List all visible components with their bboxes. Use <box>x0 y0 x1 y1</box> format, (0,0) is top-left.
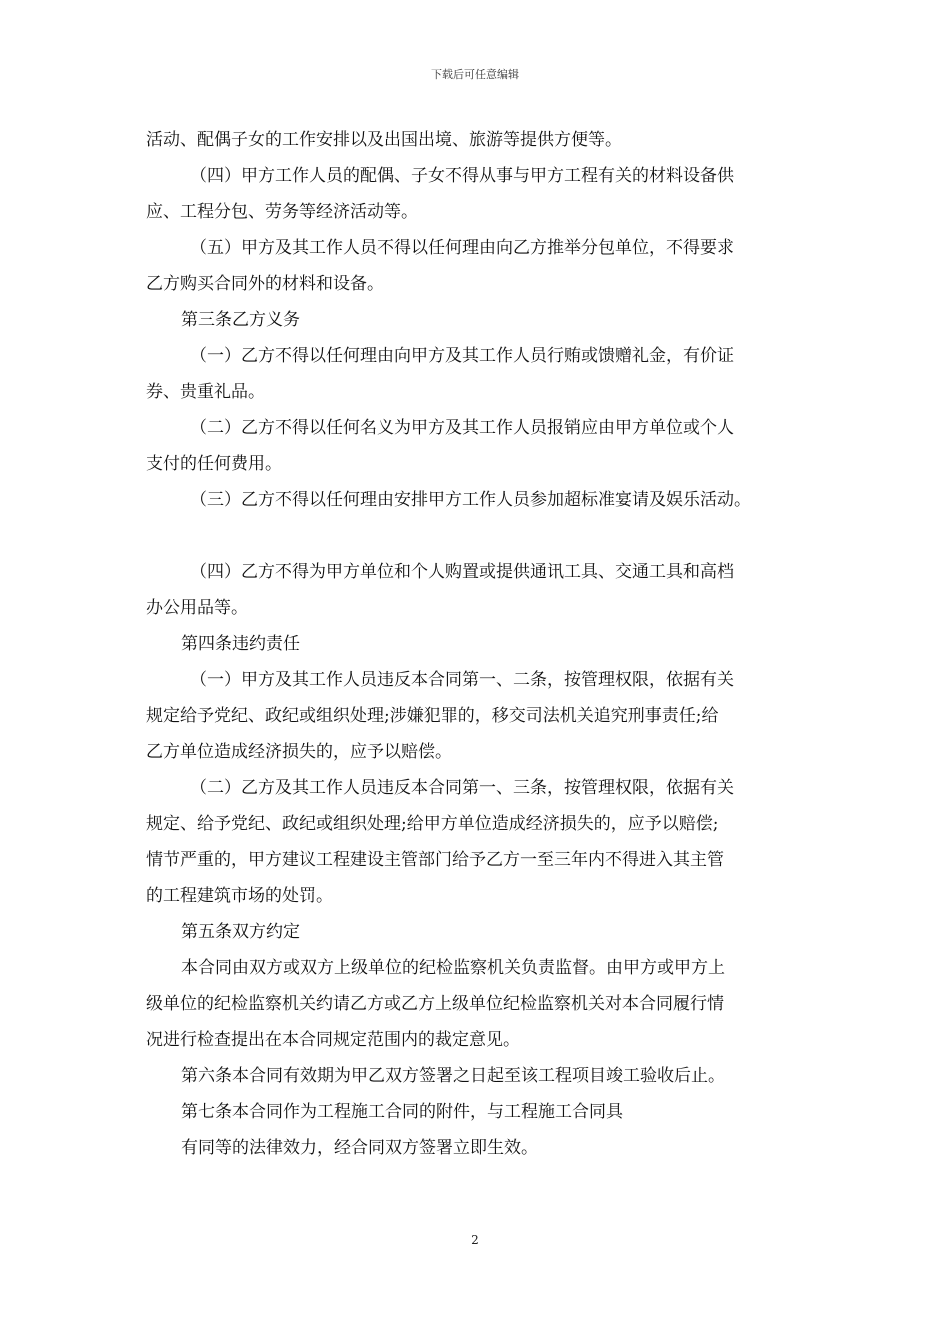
text-line: 规定、给予党纪、政纪或组织处理;给甲方单位造成经济损失的，应予以赔偿; <box>146 814 719 834</box>
text-line: （一）甲方及其工作人员违反本合同第一、二条，按管理权限，依据有关 <box>190 670 734 690</box>
text-line: （三）乙方不得以任何理由安排甲方工作人员参加超标准宴请及娱乐活动。 <box>190 490 751 510</box>
text-line: 券、贵重礼品。 <box>146 382 265 402</box>
text-line: 支付的任何费用。 <box>146 454 282 474</box>
text-line: （五）甲方及其工作人员不得以任何理由向乙方推举分包单位，不得要求 <box>190 238 734 258</box>
text-line: （四）乙方不得为甲方单位和个人购置或提供通讯工具、交通工具和高档 <box>190 562 734 582</box>
section-heading: 第五条双方约定 <box>181 922 300 942</box>
text-line: （四）甲方工作人员的配偶、子女不得从事与甲方工程有关的材料设备供 <box>190 166 734 186</box>
text-line: 第七条本合同作为工程施工合同的附件，与工程施工合同具 <box>181 1102 623 1122</box>
section-heading: 第三条乙方义务 <box>181 310 300 330</box>
text-line: 应、工程分包、劳务等经济活动等。 <box>146 202 418 222</box>
text-line: 乙方购买合同外的材料和设备。 <box>146 274 384 294</box>
text-line: 乙方单位造成经济损失的，应予以赔偿。 <box>146 742 452 762</box>
text-line: 办公用品等。 <box>146 598 248 618</box>
section-heading: 第四条违约责任 <box>181 634 300 654</box>
page-number: 2 <box>471 1233 479 1247</box>
text-line: （二）乙方及其工作人员违反本合同第一、三条，按管理权限，依据有关 <box>190 778 734 798</box>
text-line: （二）乙方不得以任何名义为甲方及其工作人员报销应由甲方单位或个人 <box>190 418 734 438</box>
text-line: 级单位的纪检监察机关约请乙方或乙方上级单位纪检监察机关对本合同履行情 <box>146 994 724 1014</box>
text-line: 有同等的法律效力，经合同双方签署立即生效。 <box>181 1138 538 1158</box>
text-line: 况进行检查提出在本合同规定范围内的裁定意见。 <box>146 1030 520 1050</box>
page-header: 下载后可任意编辑 <box>431 68 519 81</box>
text-line: 规定给予党纪、政纪或组织处理;涉嫌犯罪的，移交司法机关追究刑事责任;给 <box>146 706 719 726</box>
text-line: 情节严重的，甲方建议工程建设主管部门给予乙方一至三年内不得进入其主管 <box>146 850 724 870</box>
text-line: 活动、配偶子女的工作安排以及出国出境、旅游等提供方便等。 <box>146 130 622 150</box>
document-body <box>146 122 810 1166</box>
text-line: 本合同由双方或双方上级单位的纪检监察机关负责监督。由甲方或甲方上 <box>181 958 725 978</box>
text-line: 第六条本合同有效期为甲乙双方签署之日起至该工程项目竣工验收后止。 <box>181 1066 725 1086</box>
text-line: （一）乙方不得以任何理由向甲方及其工作人员行贿或馈赠礼金，有价证 <box>190 346 734 366</box>
paragraph-gap <box>146 518 810 554</box>
text-line: 的工程建筑市场的处罚。 <box>146 886 333 906</box>
